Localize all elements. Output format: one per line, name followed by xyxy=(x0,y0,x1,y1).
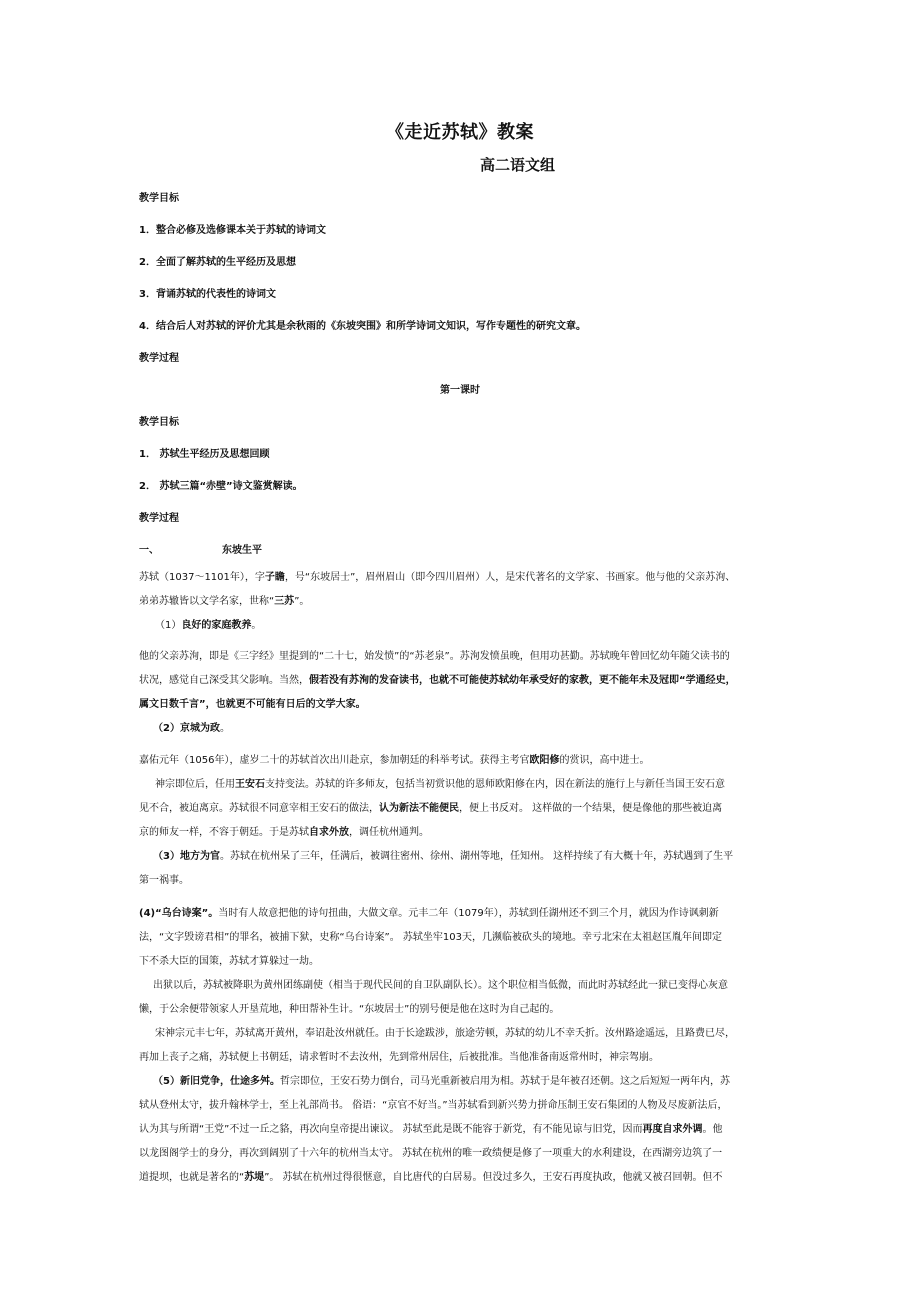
paragraph-line: 轼从登州太守，拔升翰林学士，至上礼部尚书。 俗语：“京官不好当。”当苏轼看到新兴势力拼命压制王安石集团的人物及尽废新法后， xyxy=(139,1100,728,1111)
heading-teaching-process-2: 教学过程 xyxy=(139,513,179,524)
text-run: 认为新法不能便民 xyxy=(379,803,459,814)
subheading-family xyxy=(139,614,789,638)
text-run: 王安石 xyxy=(235,779,265,790)
text-run: （1） xyxy=(155,620,182,631)
capital-text xyxy=(139,749,789,893)
text-run: （5） xyxy=(153,1076,180,1087)
text-run: 良好的家庭教养 xyxy=(181,620,252,631)
text-run: 子瞻 xyxy=(264,572,285,583)
text-run: 欧阳修 xyxy=(529,755,560,766)
paragraph-line xyxy=(139,1118,789,1142)
paragraph-line: 法，“文字毁谤君相”的罪名，被捕下狱，史称“乌台诗案”。 苏轼坐牢103天，几濒临被砍头的境地。幸亏北宋在太祖赵匡胤年间即定 xyxy=(139,932,722,943)
text-run: 。苏轼在杭州呆了三年，任满后，被调往密州、徐州、湖州等地，任知州。 这样持续了有大概十年，苏轼遇到了生平 xyxy=(219,851,734,862)
paragraph-line xyxy=(139,669,789,693)
paragraph-line xyxy=(139,797,789,821)
paragraph-line: 再加上丧子之痛，苏轼便上书朝廷，请求暂时不去汝州，先到常州居住，后被批准。当他准备南返常州时，神宗驾崩。 xyxy=(139,1052,659,1063)
text-run: 地方为官 xyxy=(179,851,220,862)
paragraph-line: 下不杀大臣的国策，苏轼才算躲过一劫。 xyxy=(139,956,319,967)
text-run: 苏堤 xyxy=(244,1172,265,1183)
text-run: 嘉佑元年（1056年），虚岁二十的苏轼首次出川赴京，参加朝廷的科举考试。获得主考官 xyxy=(139,755,530,766)
paragraph-line xyxy=(139,566,789,590)
text-run: 京的师友一样，不容于朝廷。于是苏轼 xyxy=(139,827,309,838)
text-run: 认为其与所谓“王党”不过一丘之貉，再次向皇帝提出谏议。 苏轼至此是既不能容于新党，有不能见谅与旧党，因而 xyxy=(139,1124,643,1135)
text-run: 三苏 xyxy=(274,596,295,607)
paragraph-line: 他的父亲苏洵，即是《三字经》里提到的“二十七，始发愤”的“苏老泉”。苏洵发愤虽晚，但用功甚勤。苏轼晚年曾回忆幼年随父读书的 xyxy=(139,651,730,662)
wutai-text xyxy=(139,902,789,1190)
heading-teaching-goals: 教学目标 xyxy=(139,193,179,204)
goal-item: 2．全面了解苏轼的生平经历及思想 xyxy=(139,257,296,268)
text-run: 京城为政 xyxy=(179,723,220,734)
text-run: ”。 苏轼在杭州过得很惬意，自比唐代的白居易。但没过多久，王安石再度执政，他就又被召回朝。但不 xyxy=(264,1172,723,1183)
text-run: ”。 xyxy=(294,596,310,607)
text-run: ，号“东坡居士”，眉州眉山（即今四川眉州）人，是宋代著名的文学家、书画家。他与他的父亲苏洵、 xyxy=(284,572,736,583)
paragraph-line: 出狱以后，苏轼被降职为黄州团练副使（相当于现代民间的自卫队副队长）。这个职位相当低微，而此时苏轼经此一狱已变得心灰意 xyxy=(153,980,728,991)
goal-item: 1．整合必修及选修课本关于苏轼的诗词文 xyxy=(139,225,326,236)
paragraph-line: 第一祸事。 xyxy=(139,875,189,886)
biography-text xyxy=(139,566,789,638)
document-title: 《走近苏轼》教案 xyxy=(386,122,534,143)
text-run: 神宗即位后，任用 xyxy=(155,779,235,790)
subheading-capital xyxy=(139,717,789,741)
goal-item: 4．结合后人对苏轼的评价尤其是余秋雨的《东坡突围》和所学诗词文知识，写作专题性的研究文章。 xyxy=(139,321,586,332)
text-run: 。 xyxy=(251,620,262,631)
paragraph-line xyxy=(139,845,789,869)
heading-teaching-goals-2: 教学目标 xyxy=(139,417,179,428)
section-heading xyxy=(139,541,262,556)
text-run: 苏轼（1037～1101年），字 xyxy=(139,572,265,583)
text-run: 假若没有苏洵的发奋读书，也就不可能使苏轼幼年承受好的家教，更不能年未及冠即“学通经史， xyxy=(309,675,736,686)
family-text xyxy=(139,645,789,741)
paragraph-line xyxy=(139,821,789,845)
section-title: 东坡生平 xyxy=(221,545,262,556)
paragraph-line xyxy=(139,773,789,797)
text-run: 当时有人故意把他的诗句扭曲，大做文章。元丰二年（1079年），苏轼到任湖州还不到三个月，就因为作诗讽刺新 xyxy=(218,908,719,919)
goal2-item: 1． 苏轼生平经历及思想回顾 xyxy=(139,449,270,460)
paragraph-line: 宋神宗元丰七年，苏轼离开黄州，奉诏赴汝州就任。由于长途跋涉，旅途劳顿，苏轼的幼儿不幸夭折。汝州路途遥远，且路费已尽， xyxy=(155,1028,735,1039)
paragraph-line xyxy=(139,902,789,926)
text-run: 见不合，被迫离京。苏轼很不同意宰相王安石的做法， xyxy=(139,803,379,814)
text-run: 再度自求外调 xyxy=(642,1124,703,1135)
text-run: 新旧党争，仕途多舛。 xyxy=(179,1076,280,1087)
text-run: 道提坝，也就是著名的“ xyxy=(139,1172,245,1183)
heading-teaching-process: 教学过程 xyxy=(139,353,179,364)
goal2-item: 2． 苏轼三篇“赤壁”诗文鉴赏解读。 xyxy=(139,481,303,492)
text-run: 弟弟苏辙皆以文学名家，世称“ xyxy=(139,596,275,607)
text-run: ，便上书反对。 这样做的一个结果，便是像他的那些被迫离 xyxy=(459,803,723,814)
paragraph-line xyxy=(139,590,789,614)
lesson-title: 第一课时 xyxy=(440,385,480,396)
section-number: 一、 xyxy=(139,545,159,556)
text-run: (4)“乌台诗案”。 xyxy=(139,908,219,919)
document-subtitle: 高二语文组 xyxy=(480,156,556,174)
text-run: 。 xyxy=(219,723,230,734)
text-run: 的赏识，高中进士。 xyxy=(559,755,650,766)
paragraph-line: 属文日数千言”，也就更不可能有日后的文学大家。 xyxy=(139,699,366,710)
text-run: （3） xyxy=(153,851,180,862)
paragraph-line xyxy=(139,1166,789,1190)
text-run: （2） xyxy=(153,723,180,734)
paragraph-line xyxy=(139,749,789,773)
paragraph-line: 以龙图阁学士的身分，再次到阔别了十六年的杭州当太守。 苏轼在杭州的唯一政绩便是修了一项重大的水利建设，在西湖旁边筑了一 xyxy=(139,1148,723,1159)
text-run: 状况，感觉自己深受其父影响。当然， xyxy=(139,675,309,686)
text-run: 哲宗即位，王安石势力倒台，司马光重新被启用为相。苏轼于是年被召还朝。这之后短短一两年内，苏 xyxy=(279,1076,730,1087)
text-run: 支持变法。苏轼的许多师友，包括当初赏识他的恩师欧阳修在内，因在新法的施行上与新任当国王安石意 xyxy=(265,779,725,790)
text-run: 。他 xyxy=(702,1124,723,1135)
text-run: 自求外放 xyxy=(309,827,349,838)
goal-item: 3．背诵苏轼的代表性的诗词文 xyxy=(139,289,276,300)
paragraph-line xyxy=(139,1070,789,1094)
text-run: ，调任杭州通判。 xyxy=(349,827,429,838)
paragraph-line: 懒，于公余便带领家人开垦荒地，种田帮补生计。“东坡居士”的别号便是他在这时为自己起的。 xyxy=(139,1004,560,1015)
